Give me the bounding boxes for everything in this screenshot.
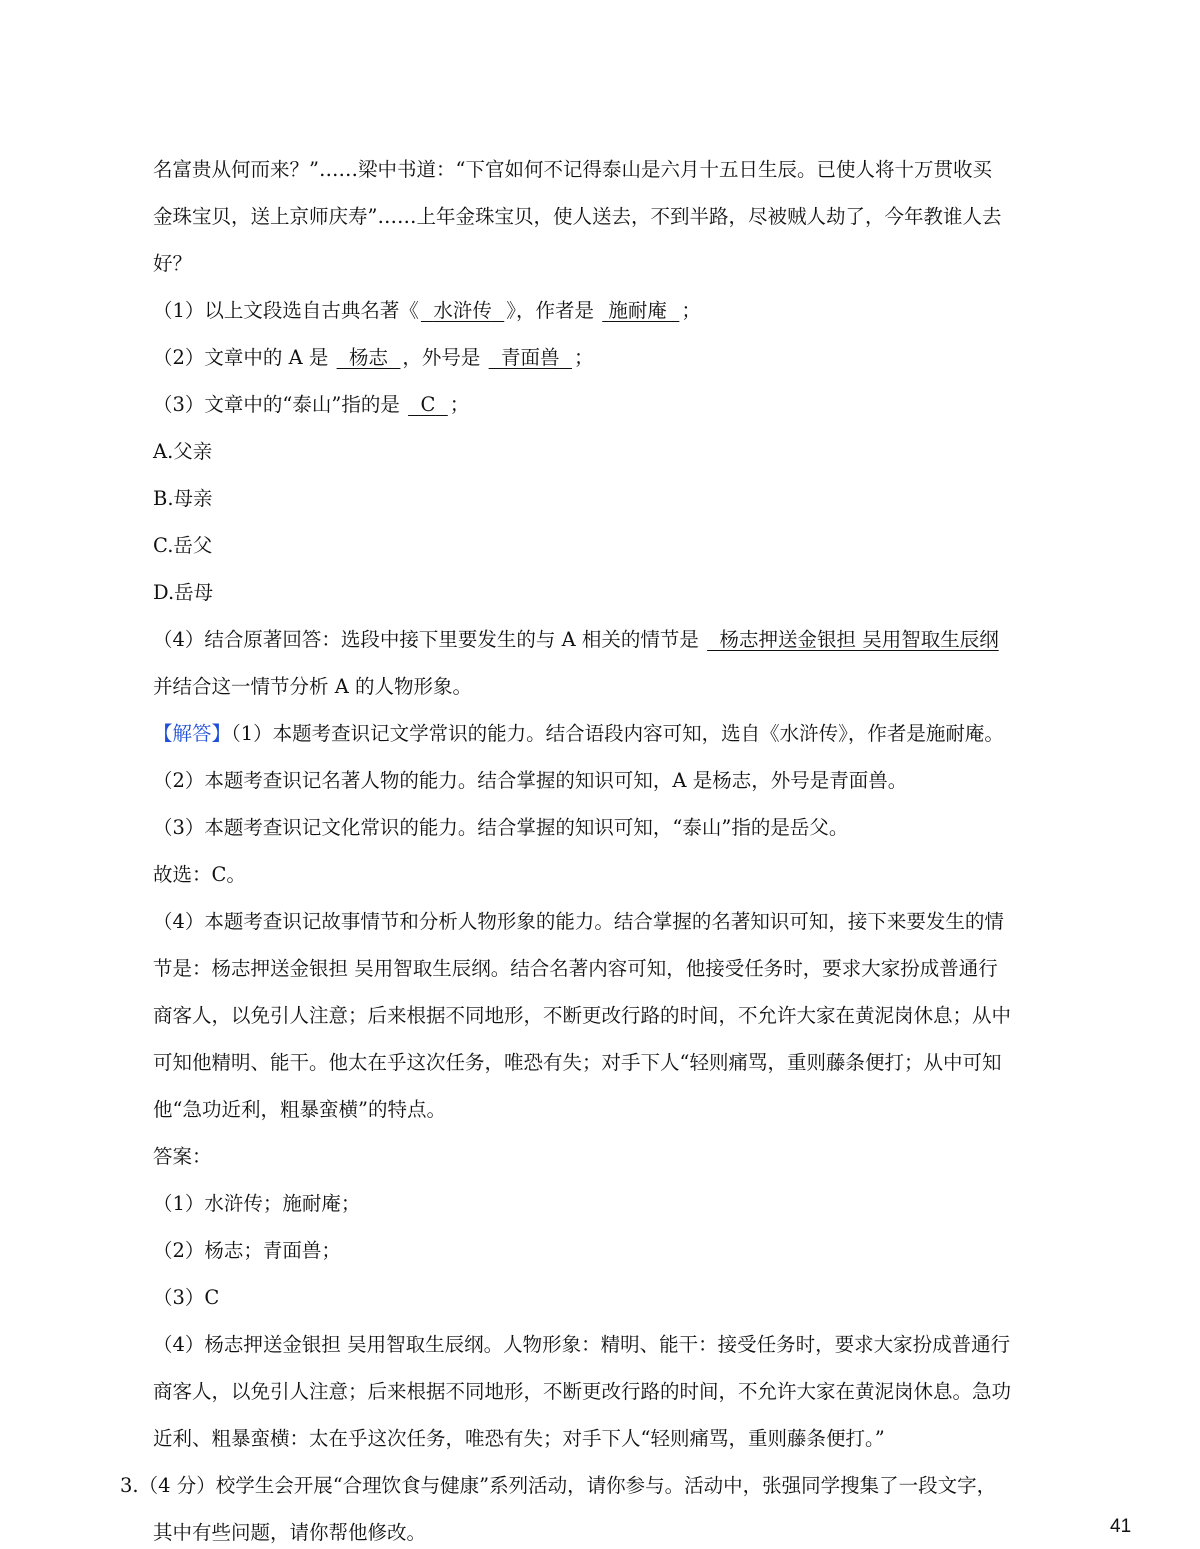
q1-prefix: （1）以上文段选自古典名著《 <box>153 299 419 322</box>
option-c: C.岳父 <box>153 534 213 557</box>
q4-answer: 杨志押送金银担 吴用智取生辰纲 <box>719 628 999 651</box>
q2-mid: ，外号是 <box>402 346 481 369</box>
option-d: D.岳母 <box>153 581 214 604</box>
q2-answer-name: 杨志 <box>349 346 389 369</box>
q3-answer: C <box>420 393 436 416</box>
next-question: 3.（4 分）校学生会开展“合理饮食与健康”系列活动，请你参与。活动中，张强同学搜集了一段文字， <box>120 1474 997 1497</box>
analysis-line: 节是：杨志押送金银担 吴用智取生辰纲。结合名著内容可知，他接受任务时，要求大家扮成普通行 <box>153 957 998 980</box>
answer-line: （3）C <box>153 1286 220 1309</box>
answer-line: 近利、粗暴蛮横：太在乎这次任务，唯恐有失；对手下人“轻则痛骂，重则藤条便打。” <box>153 1427 885 1450</box>
passage-line-3: 好？ <box>153 252 193 275</box>
answer-line: （2）杨志；青面兽； <box>153 1239 341 1262</box>
q2-answer-nickname: 青面兽 <box>501 346 560 369</box>
answer-line: 商客人，以免引人注意；后来根据不同地形，不断更改行路的时间，不允许大家在黄泥岗休息。急功 <box>153 1380 1012 1403</box>
passage-line-1: 名富贵从何而来？”……梁中书道：“下官如何不记得泰山是六月十五日生辰。已使人将十万贯收买 <box>153 158 992 181</box>
q2-prefix: （2）文章中的 A 是 <box>153 346 329 369</box>
passage-line-2: 金珠宝贝，送上京师庆寿”……上年金珠宝贝，使人送去，不到半路，尽被贼人劫了，今年教谁人去 <box>153 205 1002 228</box>
analysis-line: 商客人，以免引人注意；后来根据不同地形，不断更改行路的时间，不允许大家在黄泥岗休息；从中 <box>153 1004 1012 1027</box>
analysis-line: （4）本题考查识记故事情节和分析人物形象的能力。结合掌握的名著知识可知，接下来要发生的情 <box>153 910 1004 933</box>
analysis-line: 可知他精明、能干。他太在乎这次任务，唯恐有失；对手下人“轻则痛骂，重则藤条便打；从中可知 <box>153 1051 1002 1074</box>
answer-line: （4）杨志押送金银担 吴用智取生辰纲。人物形象：精明、能干：接受任务时，要求大家扮成普通行 <box>153 1333 1011 1356</box>
q3-prefix: （3）文章中的“泰山”指的是 <box>153 393 400 416</box>
analysis-first-line: 【解答】（1）本题考查识记文学常识的能力。结合语段内容可知，选自《水浒传》，作者是施耐庵。 <box>153 722 1004 745</box>
question-2: （2）文章中的 A 是 杨志 ，外号是 青面兽 ； <box>153 346 594 369</box>
question-4 <box>153 626 1083 654</box>
page-number: 41 <box>1110 1516 1132 1537</box>
q1-answer-author: 施耐庵 <box>608 299 667 322</box>
question-3: （3）文章中的“泰山”指的是 C ； <box>153 393 470 416</box>
analysis-line: 他“急功近利，粗暴蛮横”的特点。 <box>153 1098 446 1121</box>
option-b: B.母亲 <box>153 487 213 510</box>
question-4-line-2: 并结合这一情节分析 A 的人物形象。 <box>153 675 472 698</box>
analysis-tag: 【解答】 <box>153 722 232 745</box>
answer-line: （1）水浒传；施耐庵； <box>153 1192 361 1215</box>
option-a: A.父亲 <box>153 440 213 463</box>
q4-prefix: （4）结合原著回答：选段中接下里要发生的与 A 相关的情节是 <box>153 628 699 651</box>
answer-heading: 答案： <box>153 1145 212 1168</box>
analysis-line: （3）本题考查识记文化常识的能力。结合掌握的知识可知，“泰山”指的是岳父。 <box>153 816 849 839</box>
analysis-line: （2）本题考查识记名著人物的能力。结合掌握的知识可知，A 是杨志，外号是青面兽。 <box>153 769 908 792</box>
q1-answer-book: 水浒传 <box>433 299 492 322</box>
next-question-line-2: 其中有些问题，请你帮他修改。 <box>153 1521 427 1544</box>
question-1: （1）以上文段选自古典名著《 水浒传 》，作者是 施耐庵 ； <box>153 299 701 322</box>
question-number: 3. <box>120 1474 139 1497</box>
q1-mid: 》，作者是 <box>506 299 595 322</box>
analysis-line: 故选：C。 <box>153 863 246 886</box>
